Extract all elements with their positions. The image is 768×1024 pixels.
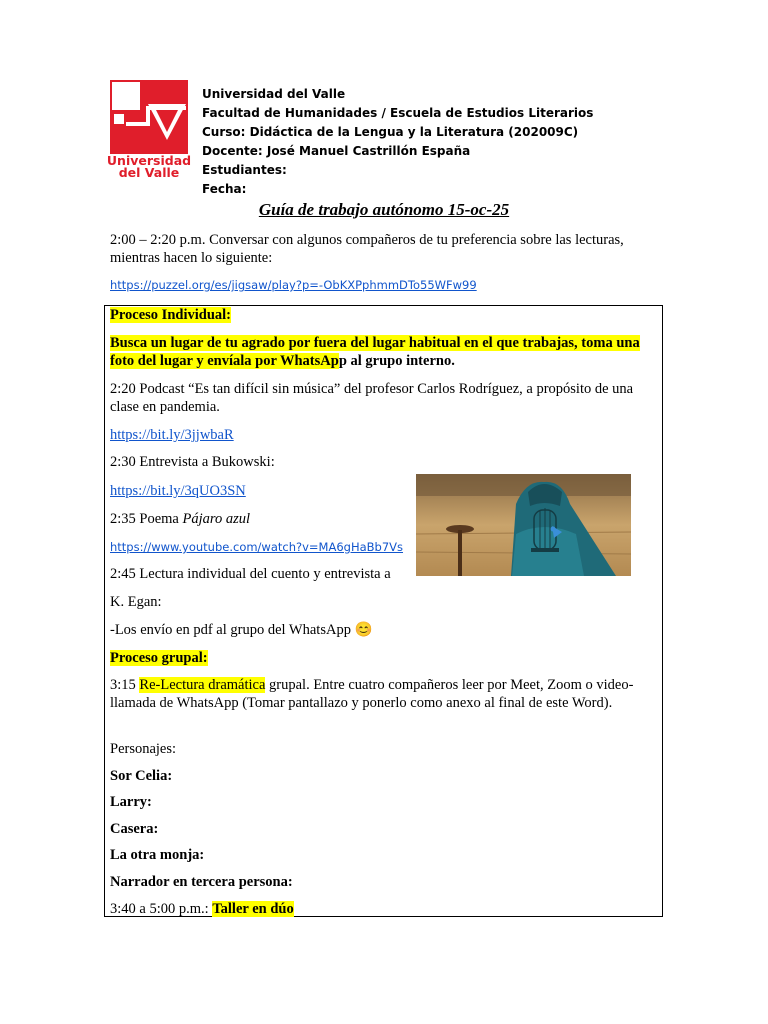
illustration-art [416, 474, 631, 576]
character-item: La otra monja: [110, 847, 205, 863]
birdcage-illustration [416, 474, 631, 576]
header-students: Estudiantes: [202, 163, 287, 177]
header-faculty: Facultad de Humanidades / Escuela de Estudios Literarios [202, 106, 594, 120]
interview-link[interactable]: https://bit.ly/3qUO3SN [110, 483, 246, 499]
smiley-icon: 😊 [354, 622, 373, 638]
youtube-link-clip [110, 538, 410, 554]
group-time: 3:15 [110, 677, 140, 693]
task-highlighted-text: Busca un lugar de tu agrado por fuera del lugar habitual en el que trabajas, toma una foto del lugar y envíala por WhatsAp [110, 335, 640, 369]
header-university: Universidad del Valle [202, 87, 346, 101]
reading-line-1: 2:45 Lectura individual del cuento y entrevista a [110, 566, 391, 582]
send-pdf-line [110, 621, 373, 639]
character-item: Sor Celia: [110, 768, 173, 784]
character-item: Larry: [110, 794, 152, 810]
group-rest: grupal. Entre cuatro compañeros leer por Meet, Zoom o video-llamada de WhatsApp (Tomar pantallazo y ponerlo como anexo al final de este Word). [110, 677, 634, 711]
group-heading [110, 649, 208, 667]
youtube-link[interactable]: https://www.youtube.com/watch?v=MA6gHaBb7Vs [110, 540, 404, 554]
reading-line-2: K. Egan: [110, 594, 162, 610]
logo-text-line1: Universidad [106, 153, 192, 168]
group-heading-text: Proceso grupal: [110, 650, 208, 666]
task-instruction [110, 334, 658, 370]
poem-title: Pájaro azul [182, 511, 251, 527]
group-highlight: Re-Lectura dramática [139, 677, 266, 693]
character-item: Narrador en tercera persona: [110, 874, 293, 890]
interview-text: 2:30 Entrevista a Bukowski: [110, 454, 275, 470]
header-course: Curso: Didáctica de la Lengua y la Literatura (202009C) [202, 125, 579, 139]
workshop-line [110, 900, 294, 918]
individual-heading-text: Proceso Individual: [110, 307, 231, 323]
group-instruction [110, 676, 645, 712]
workshop-label: Taller en dúo [212, 901, 294, 917]
header-date: Fecha: [202, 182, 247, 196]
characters-label: Personajes: [110, 741, 177, 757]
logo-mark [110, 80, 188, 154]
document-title: Guía de trabajo autónomo 15-oc-25 [258, 200, 510, 219]
individual-heading [110, 306, 231, 324]
header-teacher: Docente: José Manuel Castrillón España [202, 144, 471, 158]
intro-text: 2:00 – 2:20 p.m. Conversar con algunos compañeros de tu preferencia sobre las lecturas, mientras hacen lo siguiente: [110, 232, 624, 266]
podcast-link[interactable]: https://bit.ly/3jjwbaR [110, 427, 234, 443]
logo-text-line2: del Valle [118, 165, 180, 180]
poem-prefix: 2:35 Poema [110, 511, 183, 527]
podcast-text: 2:20 Podcast “Es tan difícil sin música” del profesor Carlos Rodríguez, a propósito de una clase en pandemia. [110, 381, 634, 415]
poem-line [110, 510, 250, 528]
workshop-time: 3:40 a 5:00 p.m.: [110, 901, 213, 917]
send-pdf-text: -Los envío en pdf al grupo del WhatsApp [110, 622, 355, 638]
task-rest-text: p al grupo interno. [338, 353, 455, 369]
character-item: Casera: [110, 821, 159, 837]
puzzel-link[interactable]: https://puzzel.org/es/jigsaw/play?p=-ObKXPphmmDTo55WFw99 [110, 278, 477, 292]
university-logo [106, 80, 192, 182]
